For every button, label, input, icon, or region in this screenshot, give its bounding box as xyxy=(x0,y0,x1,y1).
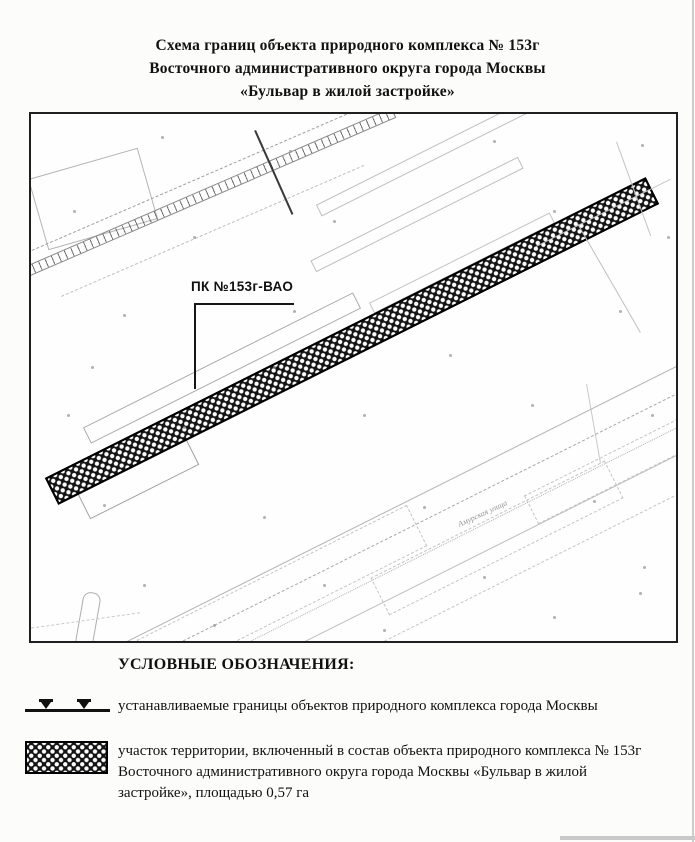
legend-item-text: устанавливаемые границы объектов природного комплекса города Москвы xyxy=(118,698,598,714)
building-outline xyxy=(74,591,102,643)
scan-edge-bottom xyxy=(560,836,695,840)
legend-section xyxy=(25,656,673,804)
map-dot xyxy=(553,210,556,213)
faint-parallel-line xyxy=(536,179,671,247)
leader-line-horizontal xyxy=(194,303,294,305)
map-dot xyxy=(531,404,534,407)
map-dot xyxy=(483,576,486,579)
title-line-1: Схема границ объекта природного комплекса № 153г xyxy=(155,37,540,54)
title-line-2: Восточного административного округа города Москвы xyxy=(149,60,546,77)
map-dot xyxy=(263,516,266,519)
boundary-line-symbol-icon xyxy=(25,699,110,714)
crossing-faint-line xyxy=(586,384,601,463)
leader-line-vertical xyxy=(194,303,196,389)
map-dot xyxy=(641,144,644,147)
map-dot xyxy=(273,366,276,369)
map-dot xyxy=(639,592,642,595)
map-dot xyxy=(449,354,452,357)
map-dot xyxy=(643,566,646,569)
map-dot xyxy=(423,506,426,509)
map-dot xyxy=(183,426,186,429)
map-dot xyxy=(333,220,336,223)
crossing-faint-line xyxy=(576,222,641,333)
map-frame xyxy=(29,112,678,643)
map-dot xyxy=(593,500,596,503)
legend-item-text: участок территории, включенный в состав объекта природного комплекса № 153г Восточного административного округа города Москвы «Бульвар в жилой застройке», площадью 0,57 га xyxy=(118,743,642,801)
map-dot xyxy=(143,584,146,587)
map-dot xyxy=(91,366,94,369)
map-dot xyxy=(161,136,164,139)
map-dot xyxy=(667,236,670,239)
map-dot xyxy=(103,504,106,507)
map-dot xyxy=(493,140,496,143)
map-dot xyxy=(323,584,326,587)
map-dot xyxy=(553,616,556,619)
scan-edge-right xyxy=(692,0,694,842)
map-dot xyxy=(651,414,654,417)
map-dot xyxy=(213,624,216,627)
map-dot xyxy=(67,414,70,417)
document-title xyxy=(0,34,695,103)
map-dot xyxy=(293,310,296,313)
title-line-3: «Бульвар в жилой застройке» xyxy=(240,83,455,100)
legend-heading: УСЛОВНЫЕ ОБОЗНАЧЕНИЯ: xyxy=(118,656,355,673)
map-dot xyxy=(619,310,622,313)
map-dot xyxy=(363,414,366,417)
map-dot xyxy=(73,210,76,213)
building-outline xyxy=(29,148,158,251)
map-dot xyxy=(123,314,126,317)
legend-item-territory xyxy=(25,741,673,804)
legend-item-boundary xyxy=(25,696,673,717)
map-dot xyxy=(289,150,292,153)
hatched-area-symbol-icon xyxy=(25,741,108,774)
map-dot xyxy=(383,629,386,632)
map-dot xyxy=(193,236,196,239)
parcel-label: ПК №153г-ВАО xyxy=(191,279,294,294)
street-name-label: Амурская улица xyxy=(456,498,509,529)
